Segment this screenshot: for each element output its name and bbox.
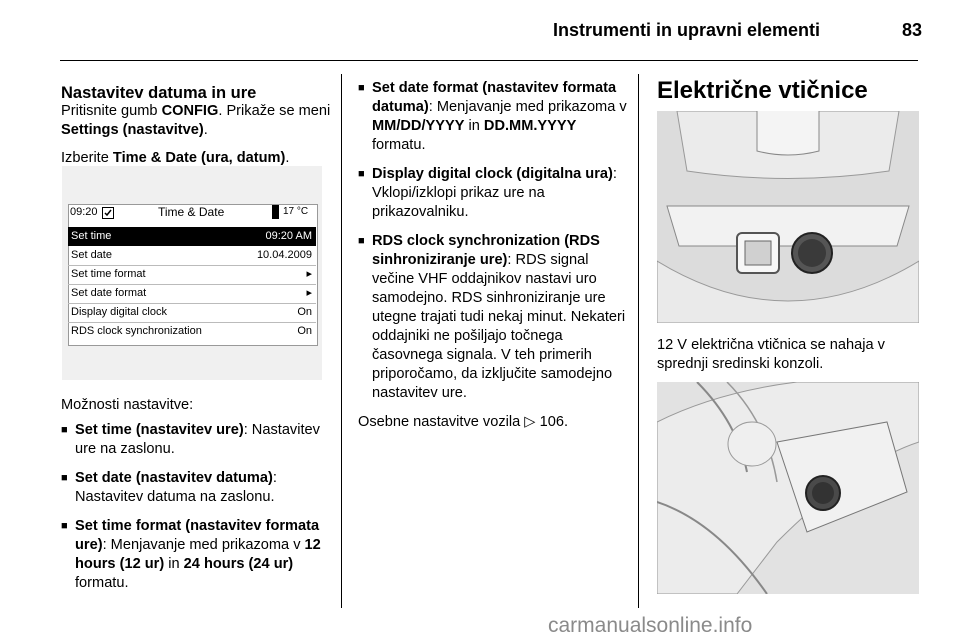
power-socket-closeup-image [657,382,919,594]
screen-temperature: 17 °C [283,206,309,217]
column-1 [61,84,331,168]
screen-row-rds-clock-sync: RDS clock synchronization On [71,325,312,337]
screen-row-set-time: Set time 09:20 AM [68,227,316,246]
column-3 [657,78,919,104]
intro-paragraph: Pritisnite gumb CONFIG. Prikaže se meni Settings (nastavitve). [61,103,331,138]
options-list-1 [61,421,331,593]
watermark: carmanualsonline.info [548,614,753,637]
screen-row-set-date-format: Set date format ▸ [68,284,316,304]
list-item: ■ Set date format (nastavitev formata datuma): Menjavanje med prikazoma v MM/DD/YYYY in DD.MM.YYYY formatu. [358,79,628,155]
column-2 [358,79,628,432]
select-paragraph: Izberite Time & Date (ura, datum). [61,150,290,166]
options-label: Možnosti nastavitve: [61,397,194,413]
column-divider-1 [341,74,342,608]
screen-row-set-date: Set date 10.04.2009 [68,246,316,266]
options-list-2 [358,79,628,403]
personal-settings-ref: Osebne nastavitve vozila ▷ 106. [358,414,568,430]
screen-title: Time & Date [158,205,225,219]
list-item: ■ Set date (nastavitev datuma): Nastavitev datuma na zaslonu. [61,469,331,507]
column-divider-2 [638,74,639,608]
thermometer-icon [271,205,280,219]
screen-status-bar [68,204,316,222]
screen-clock: 09:20 [70,206,98,218]
column-1-options [61,396,331,593]
socket-caption: 12 V električna vtičnica se nahaja v sprednji sredinski konzoli. [657,337,885,372]
header-divider [60,60,918,61]
page-header-title: Instrumenti in upravni elementi [552,20,820,40]
section-subheading: Nastavitev datuma in ure [61,84,257,102]
list-item: ■ Display digital clock (digitalna ura): Vklopi/izklopi prikaz ure na prikazovalniku. [358,165,628,222]
screen-row-display-digital-clock: Display digital clock On [68,303,316,323]
section-heading: Električne vtičnice [657,77,868,104]
page-number: 83 [901,20,922,40]
power-socket-image [657,111,919,323]
display-screen-image [62,166,322,380]
list-item: ■ RDS clock synchronization (RDS sinhroniziranje ure): RDS signal večine VHF oddajnikov nastavi uro samodejno. RDS sinhroniziranje ure utegne trajati tudi nekaj minut. Nekateri oddajniki ne pošiljajo točnega časovnega signala. V teh primerih priporočamo, da izključite samodejno nastavitev ure. [358,232,628,403]
screen-row-set-time-format: Set time format ▸ [68,265,316,285]
clock-check-icon [102,207,114,219]
list-item: ■ Set time format (nastavitev formata ure): Menjavanje med prikazoma v 12 hours (12 ur) in 24 hours (24 ur) formatu. [61,517,331,593]
page-ref-icon: ▷ [524,414,536,430]
list-item: ■ Set time (nastavitev ure): Nastavitev ure na zaslonu. [61,421,331,459]
